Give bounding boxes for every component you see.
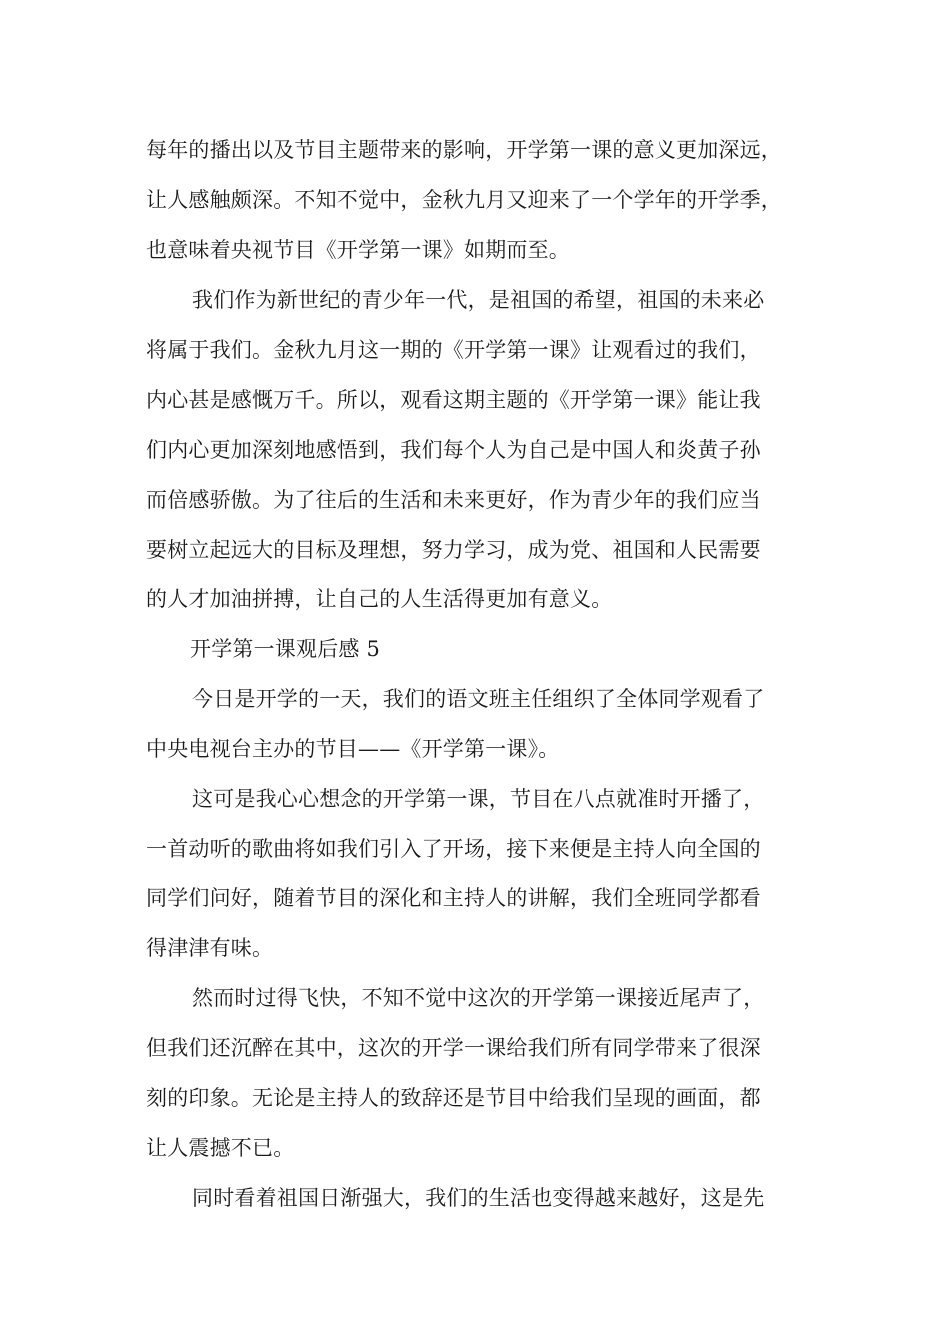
text-line: 一首动听的歌曲将如我们引入了开场，接下来便是主持人向全国的 (146, 837, 761, 861)
text-line: 这可是我心心想念的开学第一课，节目在八点就准时开播了， (192, 787, 765, 811)
text-line: 也意味着央视节目《开学第一课》如期而至。 (146, 238, 570, 262)
text-line: 刻的印象。无论是主持人的致辞还是节目中给我们呈现的画面，都 (146, 1086, 761, 1110)
text-line: 同时看着祖国日渐强大，我们的生活也变得越来越好，这是先 (192, 1186, 765, 1210)
text-line: 得津津有味。 (146, 936, 274, 960)
text-line: 每年的播出以及节目主题带来的影响，开学第一课的意义更加深远， (146, 138, 782, 162)
text-line: 让人震撼不已。 (146, 1136, 295, 1160)
text-line: 内心甚是感慨万千。所以，观看这期主题的《开学第一课》能让我 (146, 388, 761, 412)
text-line: 同学们问好，随着节目的深化和主持人的讲解，我们全班同学都看 (146, 886, 761, 910)
text-line: 要树立起远大的目标及理想，努力学习，成为党、祖国和人民需要 (146, 538, 761, 562)
text-line: 将属于我们。金秋九月这一期的《开学第一课》让观看过的我们， (146, 338, 761, 362)
text-line: 然而时过得飞快，不知不觉中这次的开学第一课接近尾声了， (192, 986, 765, 1010)
text-line: 们内心更加深刻地感悟到，我们每个人为自己是中国人和炎黄子孙 (146, 438, 761, 462)
text-line: 让人感触颇深。不知不觉中，金秋九月又迎来了一个学年的开学季， (146, 188, 782, 212)
section-heading: 开学第一课观后感 5 (190, 637, 381, 661)
text-line: 但我们还沉醉在其中，这次的开学一课给我们所有同学带来了很深 (146, 1036, 761, 1060)
text-line: 中央电视台主办的节目——《开学第一课》。 (146, 737, 560, 761)
text-line: 的人才加油拼搏，让自己的人生活得更加有意义。 (146, 587, 613, 611)
text-line: 今日是开学的一天，我们的语文班主任组织了全体同学观看了 (192, 687, 765, 711)
text-line: 而倍感骄傲。为了往后的生活和未来更好，作为青少年的我们应当 (146, 488, 761, 512)
text-line: 我们作为新世纪的青少年一代，是祖国的希望，祖国的未来必 (192, 288, 765, 312)
